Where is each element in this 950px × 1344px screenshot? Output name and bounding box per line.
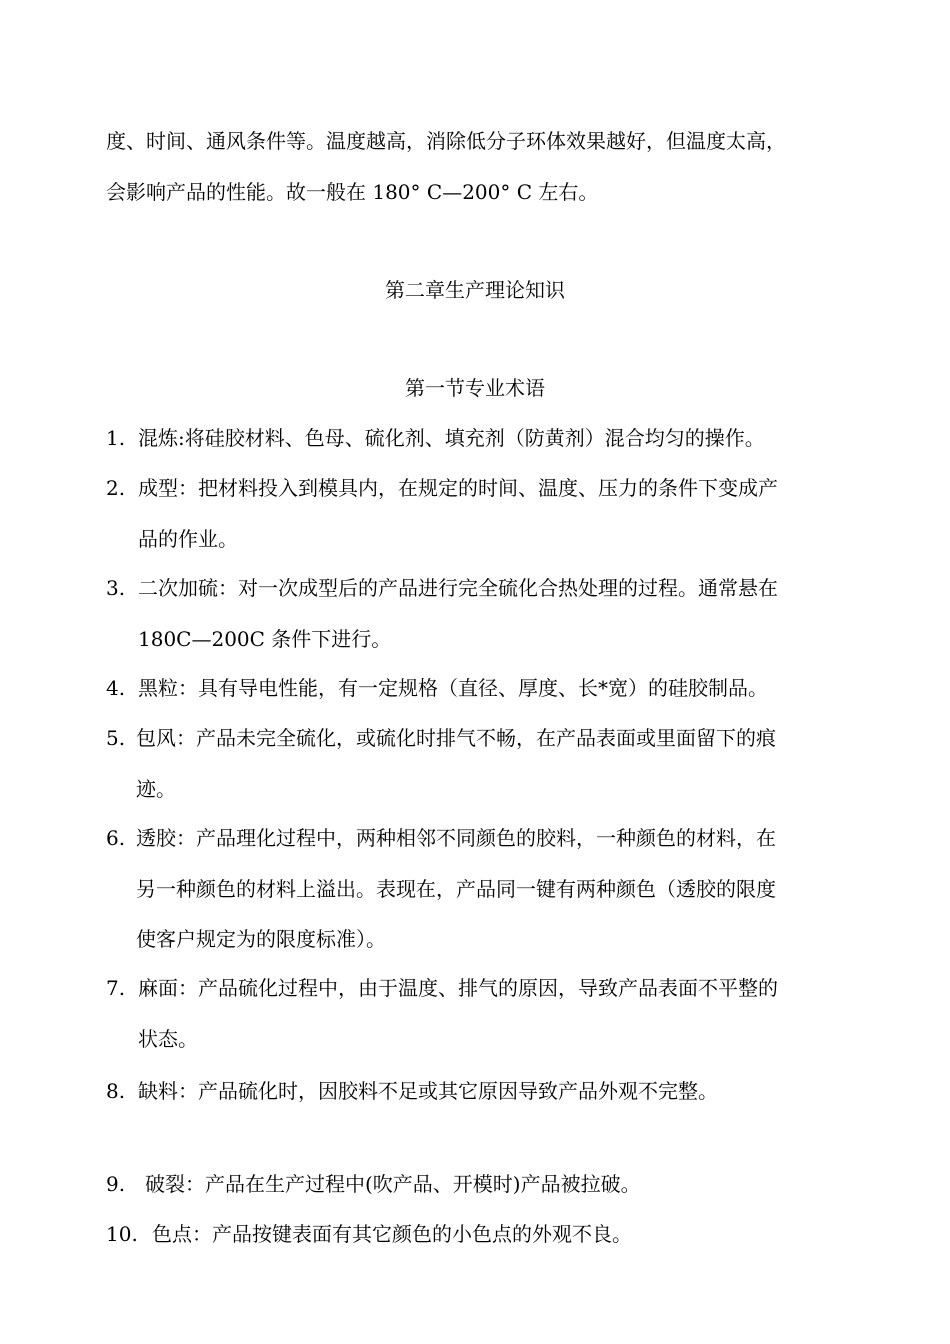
item-text-line: 品的作业。: [138, 527, 238, 551]
item-number: 9.: [106, 1172, 126, 1196]
item-text-line: 另一种颜色的材料上溢出。表现在，产品同一键有两种颜色（透胶的限度: [136, 877, 776, 901]
item-text-line: 透胶：产品理化过程中，两种相邻不同颜色的胶料，一种颜色的材料，在: [136, 826, 776, 850]
section-title: 第一节专业术语: [405, 376, 545, 400]
item-text-line: 180C—200C 条件下进行。: [138, 627, 392, 651]
item-number: 2.: [106, 476, 126, 500]
item-number: 4.: [106, 676, 126, 700]
item-text-line: 二次加硫：对一次成型后的产品进行完全硫化合热处理的过程。通常悬在: [138, 576, 778, 600]
item-text-line: 混炼:将硅胶材料、色母、硫化剂、填充剂（防黄剂）混合均匀的操作。: [138, 426, 765, 450]
intro-line-2: 会影响产品的性能。故一般在 180° C—200° C 左右。: [106, 180, 599, 204]
item-text-line: 使客户规定为的限度标准）。: [136, 927, 386, 951]
item-text-line: 麻面：产品硫化过程中，由于温度、排气的原因，导致产品表面不平整的: [138, 976, 778, 1000]
item-text-line: 色点：产品按键表面有其它颜色的小色点的外观不良。: [152, 1222, 632, 1246]
item-number: 10.: [106, 1222, 138, 1246]
item-text-line: 黑粒：具有导电性能，有一定规格（直径、厚度、长*宽）的硅胶制品。: [138, 676, 768, 700]
item-number: 3.: [106, 576, 126, 600]
item-number: 5.: [106, 726, 126, 750]
item-text-line: 状态。: [138, 1027, 198, 1051]
item-text-line: 缺料：产品硫化时，因胶料不足或其它原因导致产品外观不完整。: [138, 1079, 718, 1103]
intro-line-1: 度、时间、通风条件等。温度越高，消除低分子环体效果越好，但温度太高，: [106, 129, 786, 153]
item-text-line: 迹。: [136, 777, 176, 801]
item-text-line: 成型：把材料投入到模具内，在规定的时间、温度、压力的条件下变成产: [138, 476, 778, 500]
item-number: 8.: [106, 1079, 126, 1103]
item-text-line: 包风：产品未完全硫化，或硫化时排气不畅，在产品表面或里面留下的痕: [136, 726, 776, 750]
item-number: 1.: [106, 426, 126, 450]
item-text-line: 破裂：产品在生产过程中(吹产品、开模时)产品被拉破。: [145, 1172, 641, 1196]
item-number: 7.: [106, 976, 126, 1000]
chapter-title: 第二章生产理论知识: [385, 278, 565, 302]
item-number: 6.: [106, 826, 126, 850]
